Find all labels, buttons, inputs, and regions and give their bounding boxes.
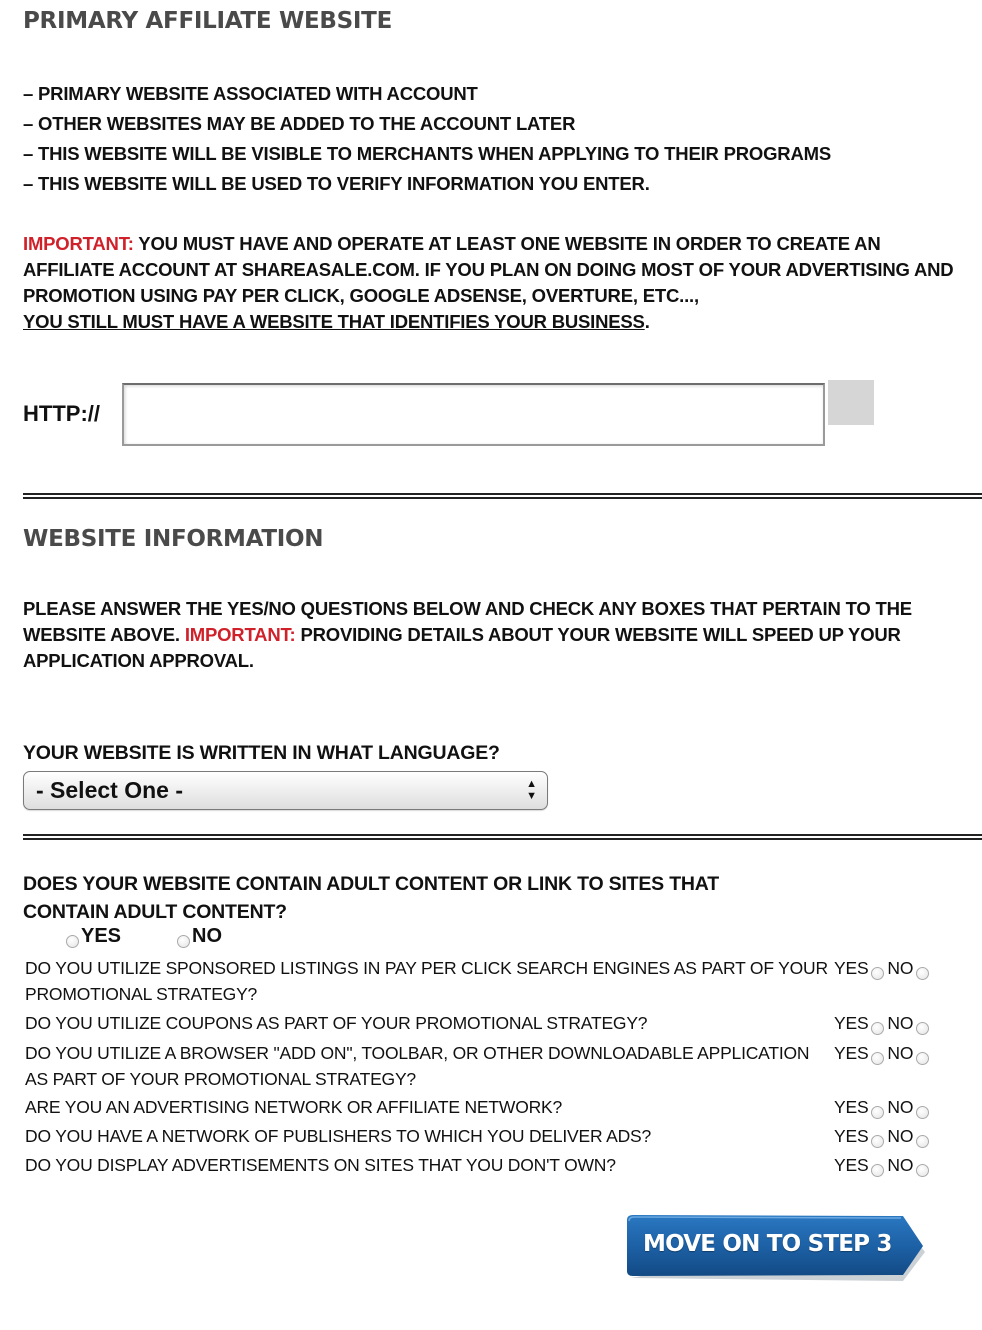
yes-label: YES xyxy=(834,1155,869,1175)
no-radio[interactable] xyxy=(916,1135,929,1148)
question-options xyxy=(834,1040,932,1066)
no-label: NO xyxy=(887,1043,914,1063)
adult-no-option[interactable] xyxy=(177,925,222,948)
no-label: NO xyxy=(887,1126,914,1146)
important-underlined-text: YOU STILL MUST HAVE A WEBSITE THAT IDENTIFIES YOUR BUSINESS xyxy=(23,311,645,332)
no-label: NO xyxy=(887,1155,914,1175)
question-text: DO YOU UTILIZE A BROWSER "ADD ON", TOOLBAR, OR OTHER DOWNLOADABLE APPLICATION AS PART OF YOUR PROMOTIONAL STRATEGY? xyxy=(25,1043,810,1089)
info-intro-text: PLEASE ANSWER THE YES/NO QUESTIONS BELOW AND CHECK ANY BOXES THAT PERTAIN TO THE WEBSITE ABOVE. xyxy=(23,598,912,645)
important-notice xyxy=(23,231,973,335)
question-text: ARE YOU AN ADVERTISING NETWORK OR AFFILIATE NETWORK? xyxy=(25,1097,563,1117)
question-options xyxy=(834,1010,932,1036)
move-on-to-step-3-button[interactable] xyxy=(627,1215,927,1281)
question-options xyxy=(834,955,932,981)
note-item: – THIS WEBSITE WILL BE USED TO VERIFY INFORMATION YOU ENTER. xyxy=(23,173,650,194)
website-information-heading: WEBSITE INFORMATION xyxy=(23,526,324,552)
language-selected-value: - Select One - xyxy=(36,777,183,803)
question-row xyxy=(25,1123,945,1152)
adult-no-radio[interactable] xyxy=(177,935,190,948)
language-label: YOUR WEBSITE IS WRITTEN IN WHAT LANGUAGE? xyxy=(23,742,500,764)
note-item: – THIS WEBSITE WILL BE VISIBLE TO MERCHANTS WHEN APPLYING TO THEIR PROGRAMS xyxy=(23,143,831,164)
yes-radio[interactable] xyxy=(871,1164,884,1177)
info-intro-end: PROVIDING DETAILS ABOUT YOUR WEBSITE WILL SPEED UP YOUR APPLICATION APPROVAL. xyxy=(23,624,901,671)
yes-radio[interactable] xyxy=(871,1022,884,1035)
no-radio[interactable] xyxy=(916,967,929,980)
website-url-input[interactable] xyxy=(122,383,825,446)
question-text: DO YOU HAVE A NETWORK OF PUBLISHERS TO WHICH YOU DELIVER ADS? xyxy=(25,1126,652,1146)
question-row xyxy=(25,1094,945,1123)
adult-content-question: DOES YOUR WEBSITE CONTAIN ADULT CONTENT OR LINK TO SITES THAT CONTAIN ADULT CONTENT? xyxy=(23,873,719,923)
yes-radio[interactable] xyxy=(871,967,884,980)
yes-no-questions xyxy=(25,955,945,1181)
yes-label: YES xyxy=(834,1097,869,1117)
question-text: DO YOU UTILIZE SPONSORED LISTINGS IN PAY PER CLICK SEARCH ENGINES AS PART OF YOUR PROMOTIONAL STRATEGY? xyxy=(25,958,828,1004)
yes-radio[interactable] xyxy=(871,1106,884,1119)
primary-website-heading: PRIMARY AFFILIATE WEBSITE xyxy=(23,8,392,34)
adult-yes-label: YES xyxy=(81,925,122,947)
no-radio[interactable] xyxy=(916,1052,929,1065)
note-item: – PRIMARY WEBSITE ASSOCIATED WITH ACCOUNT xyxy=(23,83,478,104)
select-arrows-icon: ▲ ▼ xyxy=(526,778,537,802)
info-intro xyxy=(23,596,973,674)
important-label: IMPORTANT: xyxy=(23,233,134,254)
question-row xyxy=(25,1010,945,1040)
question-options xyxy=(834,1094,932,1120)
adult-no-label: NO xyxy=(192,925,222,947)
question-row xyxy=(25,1040,945,1094)
cta-label: MOVE ON TO STEP 3 xyxy=(643,1231,892,1257)
question-row xyxy=(25,1152,945,1181)
adult-yes-option[interactable] xyxy=(66,925,121,948)
question-text: DO YOU DISPLAY ADVERTISEMENTS ON SITES THAT YOU DON'T OWN? xyxy=(25,1155,616,1175)
question-row xyxy=(25,955,945,1010)
no-label: NO xyxy=(887,958,914,978)
important-label: IMPORTANT: xyxy=(184,624,296,645)
url-status-box xyxy=(828,380,874,425)
yes-radio[interactable] xyxy=(871,1052,884,1065)
url-prefix-label: HTTP:// xyxy=(23,401,100,426)
yes-label: YES xyxy=(834,1043,869,1063)
no-label: NO xyxy=(887,1097,914,1117)
question-options xyxy=(834,1123,932,1149)
no-radio[interactable] xyxy=(916,1106,929,1119)
language-select[interactable] xyxy=(23,771,548,810)
primary-website-notes xyxy=(23,82,831,202)
yes-radio[interactable] xyxy=(871,1135,884,1148)
note-item: – OTHER WEBSITES MAY BE ADDED TO THE ACCOUNT LATER xyxy=(23,113,576,134)
adult-yes-radio[interactable] xyxy=(66,935,79,948)
question-text: DO YOU UTILIZE COUPONS AS PART OF YOUR PROMOTIONAL STRATEGY? xyxy=(25,1013,648,1033)
no-radio[interactable] xyxy=(916,1164,929,1177)
yes-label: YES xyxy=(834,1013,869,1033)
yes-label: YES xyxy=(834,1126,869,1146)
important-text: YOU MUST HAVE AND OPERATE AT LEAST ONE WEBSITE IN ORDER TO CREATE AN AFFILIATE ACCOUNT AT SHAREASALE.COM. IF YOU PLAN ON DOING MOST OF YOUR ADVERTISING AND PROMOTION USING PAY PER CLICK, GOOGLE ADSENSE, OVERTURE, ETC..., xyxy=(23,233,954,306)
section-divider xyxy=(23,834,982,840)
section-divider xyxy=(23,493,982,499)
no-label: NO xyxy=(887,1013,914,1033)
question-options xyxy=(834,1152,932,1178)
no-radio[interactable] xyxy=(916,1022,929,1035)
important-end: . xyxy=(644,311,650,332)
yes-label: YES xyxy=(834,958,869,978)
